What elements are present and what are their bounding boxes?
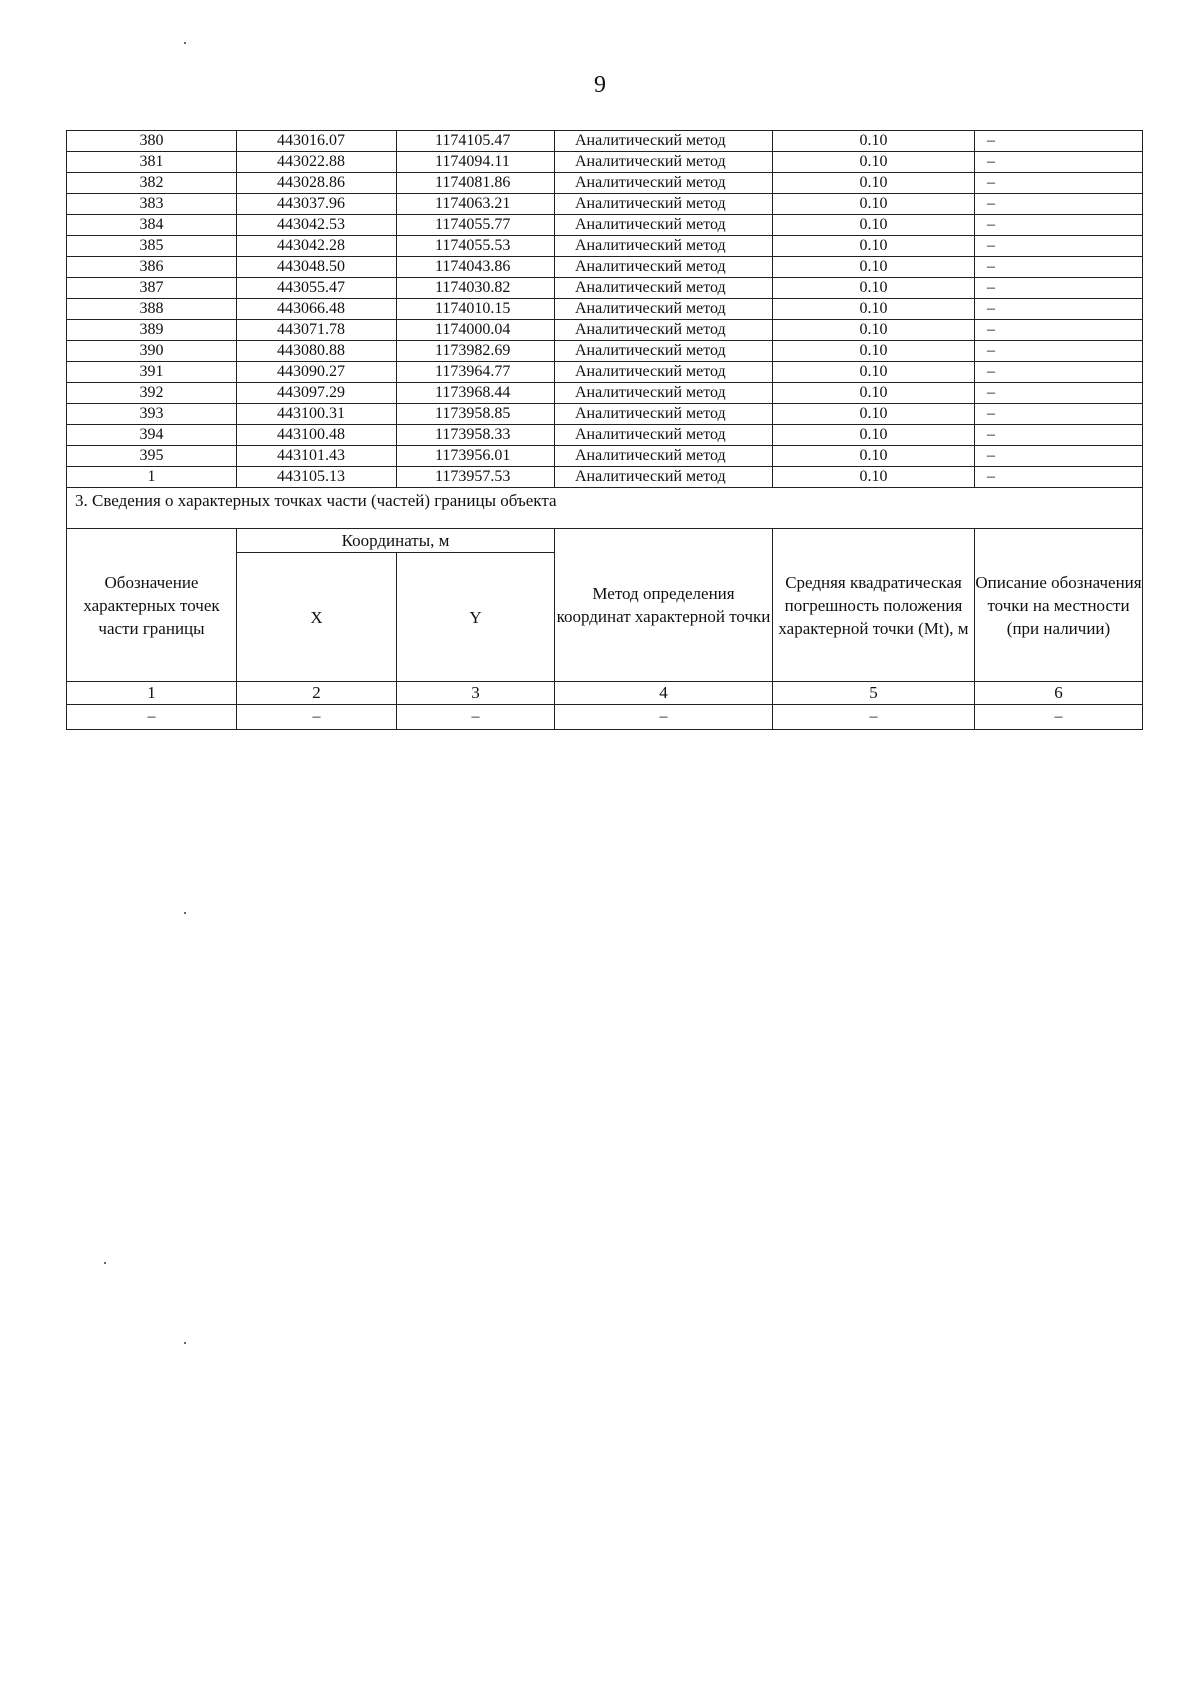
column-number-1: 1 bbox=[67, 682, 237, 705]
table-row bbox=[67, 257, 1143, 278]
cell-note: – bbox=[975, 425, 1143, 446]
cell-error: 0.10 bbox=[773, 194, 975, 215]
cell-point: 391 bbox=[67, 362, 237, 383]
table-row bbox=[67, 131, 1143, 152]
cell-note: – bbox=[975, 320, 1143, 341]
cell-x: 443105.13 bbox=[237, 467, 397, 488]
cell-note: – bbox=[975, 131, 1143, 152]
column-number-5: 5 bbox=[773, 682, 975, 705]
scan-speck bbox=[104, 1262, 106, 1264]
empty-cell-5: – bbox=[773, 705, 975, 730]
cell-method: Аналитический метод bbox=[555, 446, 773, 467]
cell-error: 0.10 bbox=[773, 404, 975, 425]
cell-note: – bbox=[975, 341, 1143, 362]
cell-point: 1 bbox=[67, 467, 237, 488]
cell-x: 443071.78 bbox=[237, 320, 397, 341]
table-row bbox=[67, 467, 1143, 488]
cell-x: 443048.50 bbox=[237, 257, 397, 278]
cell-note: – bbox=[975, 215, 1143, 236]
cell-x: 443101.43 bbox=[237, 446, 397, 467]
coordinates-table bbox=[66, 130, 1143, 730]
empty-cell-3: – bbox=[397, 705, 555, 730]
section-3-title: 3. Сведения о характерных точках части (частей) границы объекта bbox=[67, 488, 1143, 529]
cell-x: 443066.48 bbox=[237, 299, 397, 320]
coordinates-table-body bbox=[67, 131, 1143, 488]
page-number: 9 bbox=[594, 72, 606, 98]
cell-method: Аналитический метод bbox=[555, 194, 773, 215]
cell-point: 394 bbox=[67, 425, 237, 446]
cell-x: 443016.07 bbox=[237, 131, 397, 152]
cell-note: – bbox=[975, 404, 1143, 425]
cell-point: 392 bbox=[67, 383, 237, 404]
cell-y: 1174055.77 bbox=[397, 215, 555, 236]
cell-x: 443100.31 bbox=[237, 404, 397, 425]
cell-method: Аналитический метод bbox=[555, 278, 773, 299]
cell-method: Аналитический метод bbox=[555, 257, 773, 278]
table-row bbox=[67, 320, 1143, 341]
cell-method: Аналитический метод bbox=[555, 152, 773, 173]
header-point-designation: Обозначение характерных точек части границы bbox=[67, 529, 237, 682]
column-number-2: 2 bbox=[237, 682, 397, 705]
cell-note: – bbox=[975, 152, 1143, 173]
empty-cell-6: – bbox=[975, 705, 1143, 730]
table-row bbox=[67, 341, 1143, 362]
cell-note: – bbox=[975, 362, 1143, 383]
cell-point: 389 bbox=[67, 320, 237, 341]
cell-error: 0.10 bbox=[773, 236, 975, 257]
column-numbers-row bbox=[67, 682, 1143, 705]
cell-error: 0.10 bbox=[773, 299, 975, 320]
cell-error: 0.10 bbox=[773, 173, 975, 194]
header-error: Средняя квадратическая погрешность положения характерной точки (Mt), м bbox=[773, 529, 975, 682]
cell-error: 0.10 bbox=[773, 320, 975, 341]
cell-note: – bbox=[975, 236, 1143, 257]
cell-y: 1173968.44 bbox=[397, 383, 555, 404]
cell-point: 383 bbox=[67, 194, 237, 215]
cell-note: – bbox=[975, 173, 1143, 194]
cell-method: Аналитический метод bbox=[555, 215, 773, 236]
cell-note: – bbox=[975, 467, 1143, 488]
cell-x: 443042.28 bbox=[237, 236, 397, 257]
cell-method: Аналитический метод bbox=[555, 341, 773, 362]
header-coordinates: Координаты, м bbox=[237, 529, 555, 553]
cell-error: 0.10 bbox=[773, 467, 975, 488]
cell-method: Аналитический метод bbox=[555, 467, 773, 488]
table-row bbox=[67, 152, 1143, 173]
cell-x: 443055.47 bbox=[237, 278, 397, 299]
cell-y: 1174010.15 bbox=[397, 299, 555, 320]
cell-y: 1174094.11 bbox=[397, 152, 555, 173]
cell-point: 385 bbox=[67, 236, 237, 257]
cell-point: 386 bbox=[67, 257, 237, 278]
cell-point: 387 bbox=[67, 278, 237, 299]
column-number-4: 4 bbox=[555, 682, 773, 705]
column-number-3: 3 bbox=[397, 682, 555, 705]
cell-y: 1173957.53 bbox=[397, 467, 555, 488]
cell-error: 0.10 bbox=[773, 362, 975, 383]
cell-method: Аналитический метод bbox=[555, 131, 773, 152]
header-method: Метод определения координат характерной точки bbox=[555, 529, 773, 682]
cell-y: 1174000.04 bbox=[397, 320, 555, 341]
cell-error: 0.10 bbox=[773, 446, 975, 467]
scan-speck bbox=[184, 912, 186, 914]
section-3-title-row bbox=[67, 488, 1143, 529]
cell-note: – bbox=[975, 194, 1143, 215]
cell-y: 1174105.47 bbox=[397, 131, 555, 152]
cell-point: 393 bbox=[67, 404, 237, 425]
cell-x: 443080.88 bbox=[237, 341, 397, 362]
cell-point: 382 bbox=[67, 173, 237, 194]
empty-data-row bbox=[67, 705, 1143, 730]
section-3 bbox=[67, 488, 1143, 730]
cell-point: 380 bbox=[67, 131, 237, 152]
cell-note: – bbox=[975, 383, 1143, 404]
cell-error: 0.10 bbox=[773, 278, 975, 299]
cell-y: 1174063.21 bbox=[397, 194, 555, 215]
cell-error: 0.10 bbox=[773, 215, 975, 236]
cell-point: 395 bbox=[67, 446, 237, 467]
cell-method: Аналитический метод bbox=[555, 173, 773, 194]
header-description: Описание обозначения точки на местности (при наличии) bbox=[975, 529, 1143, 682]
cell-x: 443037.96 bbox=[237, 194, 397, 215]
cell-y: 1174043.86 bbox=[397, 257, 555, 278]
cell-error: 0.10 bbox=[773, 341, 975, 362]
table-row bbox=[67, 299, 1143, 320]
table-row bbox=[67, 194, 1143, 215]
scan-speck bbox=[184, 1342, 186, 1344]
empty-cell-4: – bbox=[555, 705, 773, 730]
table-row bbox=[67, 446, 1143, 467]
table-row bbox=[67, 173, 1143, 194]
cell-x: 443028.86 bbox=[237, 173, 397, 194]
cell-note: – bbox=[975, 278, 1143, 299]
cell-error: 0.10 bbox=[773, 257, 975, 278]
table-row bbox=[67, 404, 1143, 425]
cell-error: 0.10 bbox=[773, 425, 975, 446]
cell-method: Аналитический метод bbox=[555, 320, 773, 341]
cell-method: Аналитический метод bbox=[555, 299, 773, 320]
header-x: X bbox=[237, 553, 397, 682]
cell-point: 388 bbox=[67, 299, 237, 320]
table-row bbox=[67, 383, 1143, 404]
cell-method: Аналитический метод bbox=[555, 425, 773, 446]
table-row bbox=[67, 425, 1143, 446]
table-row bbox=[67, 236, 1143, 257]
cell-error: 0.10 bbox=[773, 383, 975, 404]
cell-y: 1173958.33 bbox=[397, 425, 555, 446]
cell-note: – bbox=[975, 446, 1143, 467]
cell-method: Аналитический метод bbox=[555, 362, 773, 383]
cell-note: – bbox=[975, 257, 1143, 278]
table-row bbox=[67, 278, 1143, 299]
cell-method: Аналитический метод bbox=[555, 383, 773, 404]
cell-y: 1173958.85 bbox=[397, 404, 555, 425]
empty-cell-2: – bbox=[237, 705, 397, 730]
cell-x: 443022.88 bbox=[237, 152, 397, 173]
cell-note: – bbox=[975, 299, 1143, 320]
cell-method: Аналитический метод bbox=[555, 236, 773, 257]
cell-error: 0.10 bbox=[773, 152, 975, 173]
cell-y: 1174081.86 bbox=[397, 173, 555, 194]
cell-error: 0.10 bbox=[773, 131, 975, 152]
scan-speck bbox=[184, 42, 186, 44]
cell-x: 443097.29 bbox=[237, 383, 397, 404]
cell-point: 390 bbox=[67, 341, 237, 362]
cell-point: 384 bbox=[67, 215, 237, 236]
cell-method: Аналитический метод bbox=[555, 404, 773, 425]
cell-y: 1174030.82 bbox=[397, 278, 555, 299]
empty-cell-1: – bbox=[67, 705, 237, 730]
cell-point: 381 bbox=[67, 152, 237, 173]
header-y: Y bbox=[397, 553, 555, 682]
cell-x: 443100.48 bbox=[237, 425, 397, 446]
column-number-6: 6 bbox=[975, 682, 1143, 705]
cell-x: 443042.53 bbox=[237, 215, 397, 236]
table-row bbox=[67, 215, 1143, 236]
cell-x: 443090.27 bbox=[237, 362, 397, 383]
table-row bbox=[67, 362, 1143, 383]
cell-y: 1173956.01 bbox=[397, 446, 555, 467]
header-row-1 bbox=[67, 529, 1143, 553]
cell-y: 1173964.77 bbox=[397, 362, 555, 383]
cell-y: 1173982.69 bbox=[397, 341, 555, 362]
cell-y: 1174055.53 bbox=[397, 236, 555, 257]
